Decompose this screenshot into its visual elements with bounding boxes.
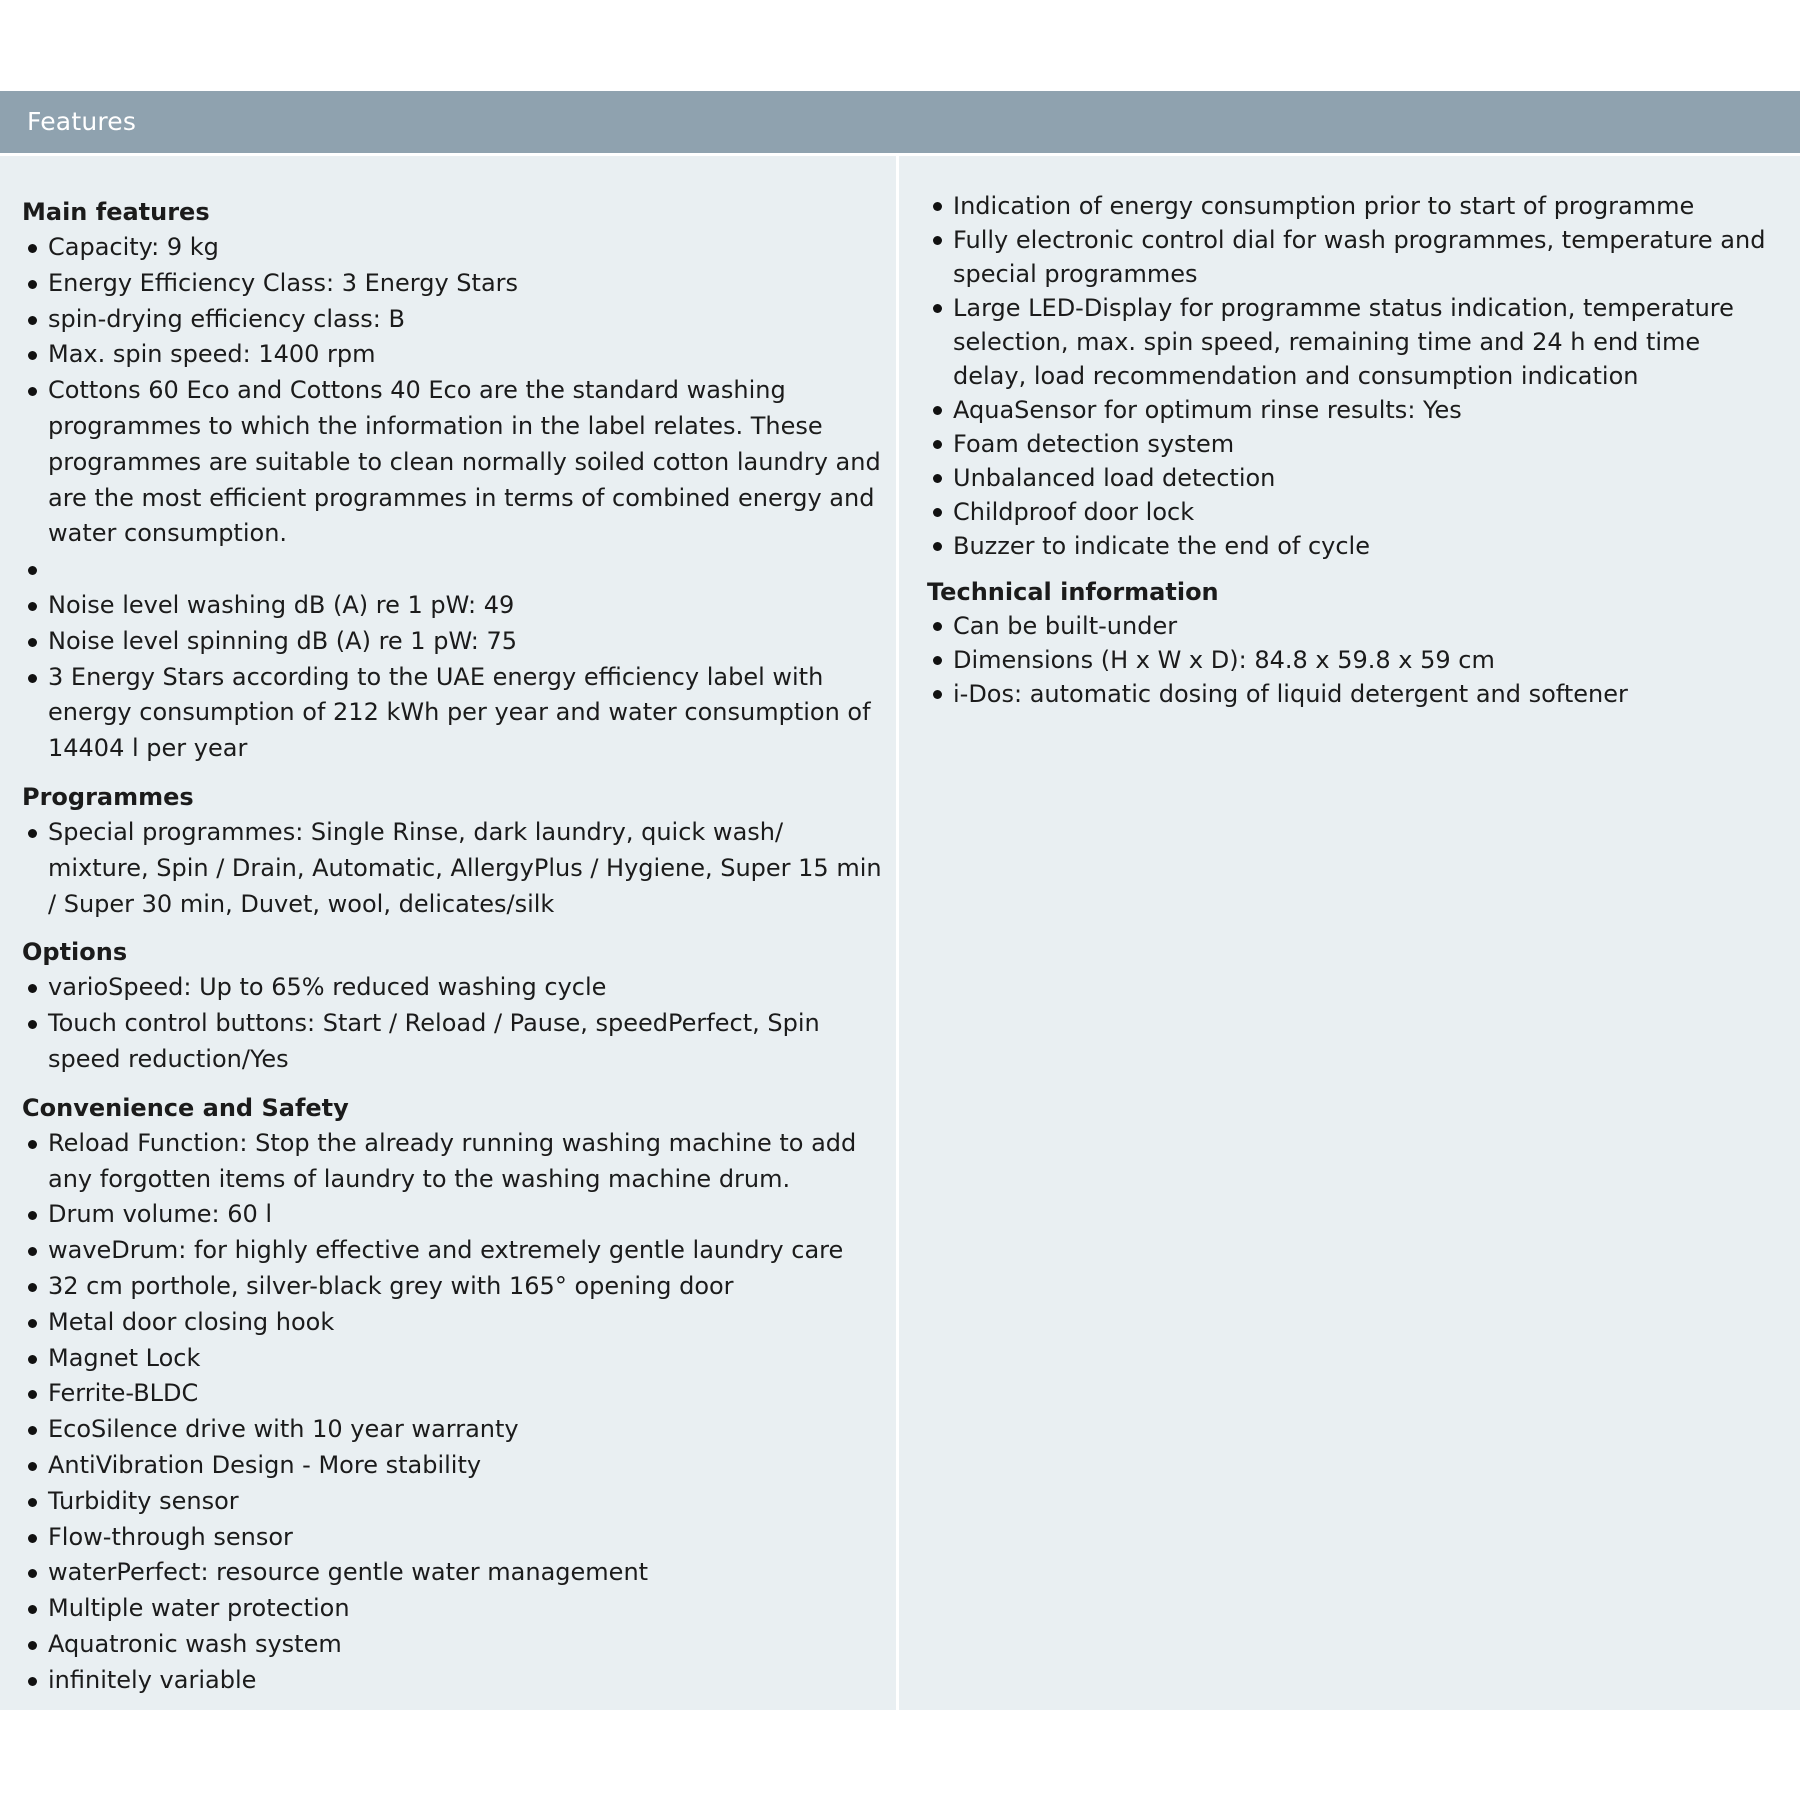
list-item: 3 Energy Stars according to the UAE energy efficiency label with energy consumption of 212 kWh per year and water consumption of 14404 l per year xyxy=(22,660,886,767)
list-item: Large LED-Display for programme status indication, temperature selection, max. spin speed, remaining time and 24 h end time delay, load recommendation and consumption indication xyxy=(927,291,1780,393)
list-item: Noise level washing dB (A) re 1 pW: 49 xyxy=(22,588,886,624)
options-heading: Options xyxy=(22,938,128,967)
continued-features-list xyxy=(927,189,1780,563)
features-header-bar xyxy=(0,91,1800,153)
list-item: i-Dos: automatic dosing of liquid detergent and softener xyxy=(927,677,1780,711)
list-item: infinitely variable xyxy=(22,1663,886,1699)
list-item xyxy=(22,552,886,588)
list-item: Unbalanced load detection xyxy=(927,461,1780,495)
list-item: Special programmes: Single Rinse, dark laundry, quick wash/ mixture, Spin / Drain, Automatic, AllergyPlus / Hygiene, Super 15 min / Super 30 min, Duvet, wool, delicates/silk xyxy=(22,815,886,922)
technical-heading: Technical information xyxy=(927,578,1219,606)
list-item: Can be built-under xyxy=(927,609,1780,643)
list-item: AquaSensor for optimum rinse results: Yes xyxy=(927,393,1780,427)
main-features-heading: Main features xyxy=(22,198,210,226)
page-title: Features xyxy=(27,107,137,136)
list-item: Buzzer to indicate the end of cycle xyxy=(927,529,1780,563)
main-features-list xyxy=(22,230,886,767)
list-item: Touch control buttons: Start / Reload / Pause, speedPerfect, Spin speed reduction/Yes xyxy=(22,1006,886,1078)
list-item: Cottons 60 Eco and Cottons 40 Eco are the standard washing programmes to which the information in the label relates. These programmes are suitable to clean normally soiled cotton laundry and are the most efficient programmes in terms of combined energy and water consumption. xyxy=(22,373,886,552)
list-item: Indication of energy consumption prior to start of programme xyxy=(927,189,1780,223)
convenience-heading: Convenience and Safety xyxy=(22,1093,349,1122)
main-features-section xyxy=(22,194,886,767)
list-item: Max. spin speed: 1400 rpm xyxy=(22,337,886,373)
list-item: Foam detection system xyxy=(927,427,1780,461)
list-item: EcoSilence drive with 10 year warranty xyxy=(22,1412,886,1448)
list-item: Drum volume: 60 l xyxy=(22,1197,886,1233)
options-list xyxy=(22,970,886,1077)
list-item: Noise level spinning dB (A) re 1 pW: 75 xyxy=(22,624,886,660)
programmes-section xyxy=(22,779,886,922)
list-item: Childproof door lock xyxy=(927,495,1780,529)
programmes-list xyxy=(22,815,886,922)
left-column xyxy=(0,156,896,1710)
options-section xyxy=(22,934,886,1077)
list-item: AntiVibration Design - More stability xyxy=(22,1448,886,1484)
list-item: 32 cm porthole, silver-black grey with 165° opening door xyxy=(22,1269,886,1305)
list-item: spin-drying efficiency class: B xyxy=(22,302,886,338)
list-item: Magnet Lock xyxy=(22,1341,886,1377)
list-item: waterPerfect: resource gentle water management xyxy=(22,1555,886,1591)
list-item: Multiple water protection xyxy=(22,1591,886,1627)
technical-section xyxy=(927,575,1780,711)
list-item: Ferrite-BLDC xyxy=(22,1376,886,1412)
list-item: varioSpeed: Up to 65% reduced washing cycle xyxy=(22,970,886,1006)
convenience-section xyxy=(22,1090,886,1699)
list-item: Flow-through sensor xyxy=(22,1520,886,1556)
convenience-list xyxy=(22,1126,886,1699)
programmes-heading: Programmes xyxy=(22,782,194,811)
list-item: Energy Efficiency Class: 3 Energy Stars xyxy=(22,266,886,302)
list-item: Fully electronic control dial for wash programmes, temperature and special programmes xyxy=(927,223,1780,291)
list-item: waveDrum: for highly effective and extremely gentle laundry care xyxy=(22,1233,886,1269)
list-item: Turbidity sensor xyxy=(22,1484,886,1520)
list-item: Metal door closing hook xyxy=(22,1305,886,1341)
list-item: Capacity: 9 kg xyxy=(22,230,886,266)
technical-list xyxy=(927,609,1780,711)
list-item: Dimensions (H x W x D): 84.8 x 59.8 x 59 cm xyxy=(927,643,1780,677)
continued-features-section xyxy=(927,189,1780,563)
right-column xyxy=(899,156,1800,1710)
list-item: Reload Function: Stop the already running washing machine to add any forgotten items of laundry to the washing machine drum. xyxy=(22,1126,886,1198)
list-item: Aquatronic wash system xyxy=(22,1627,886,1663)
